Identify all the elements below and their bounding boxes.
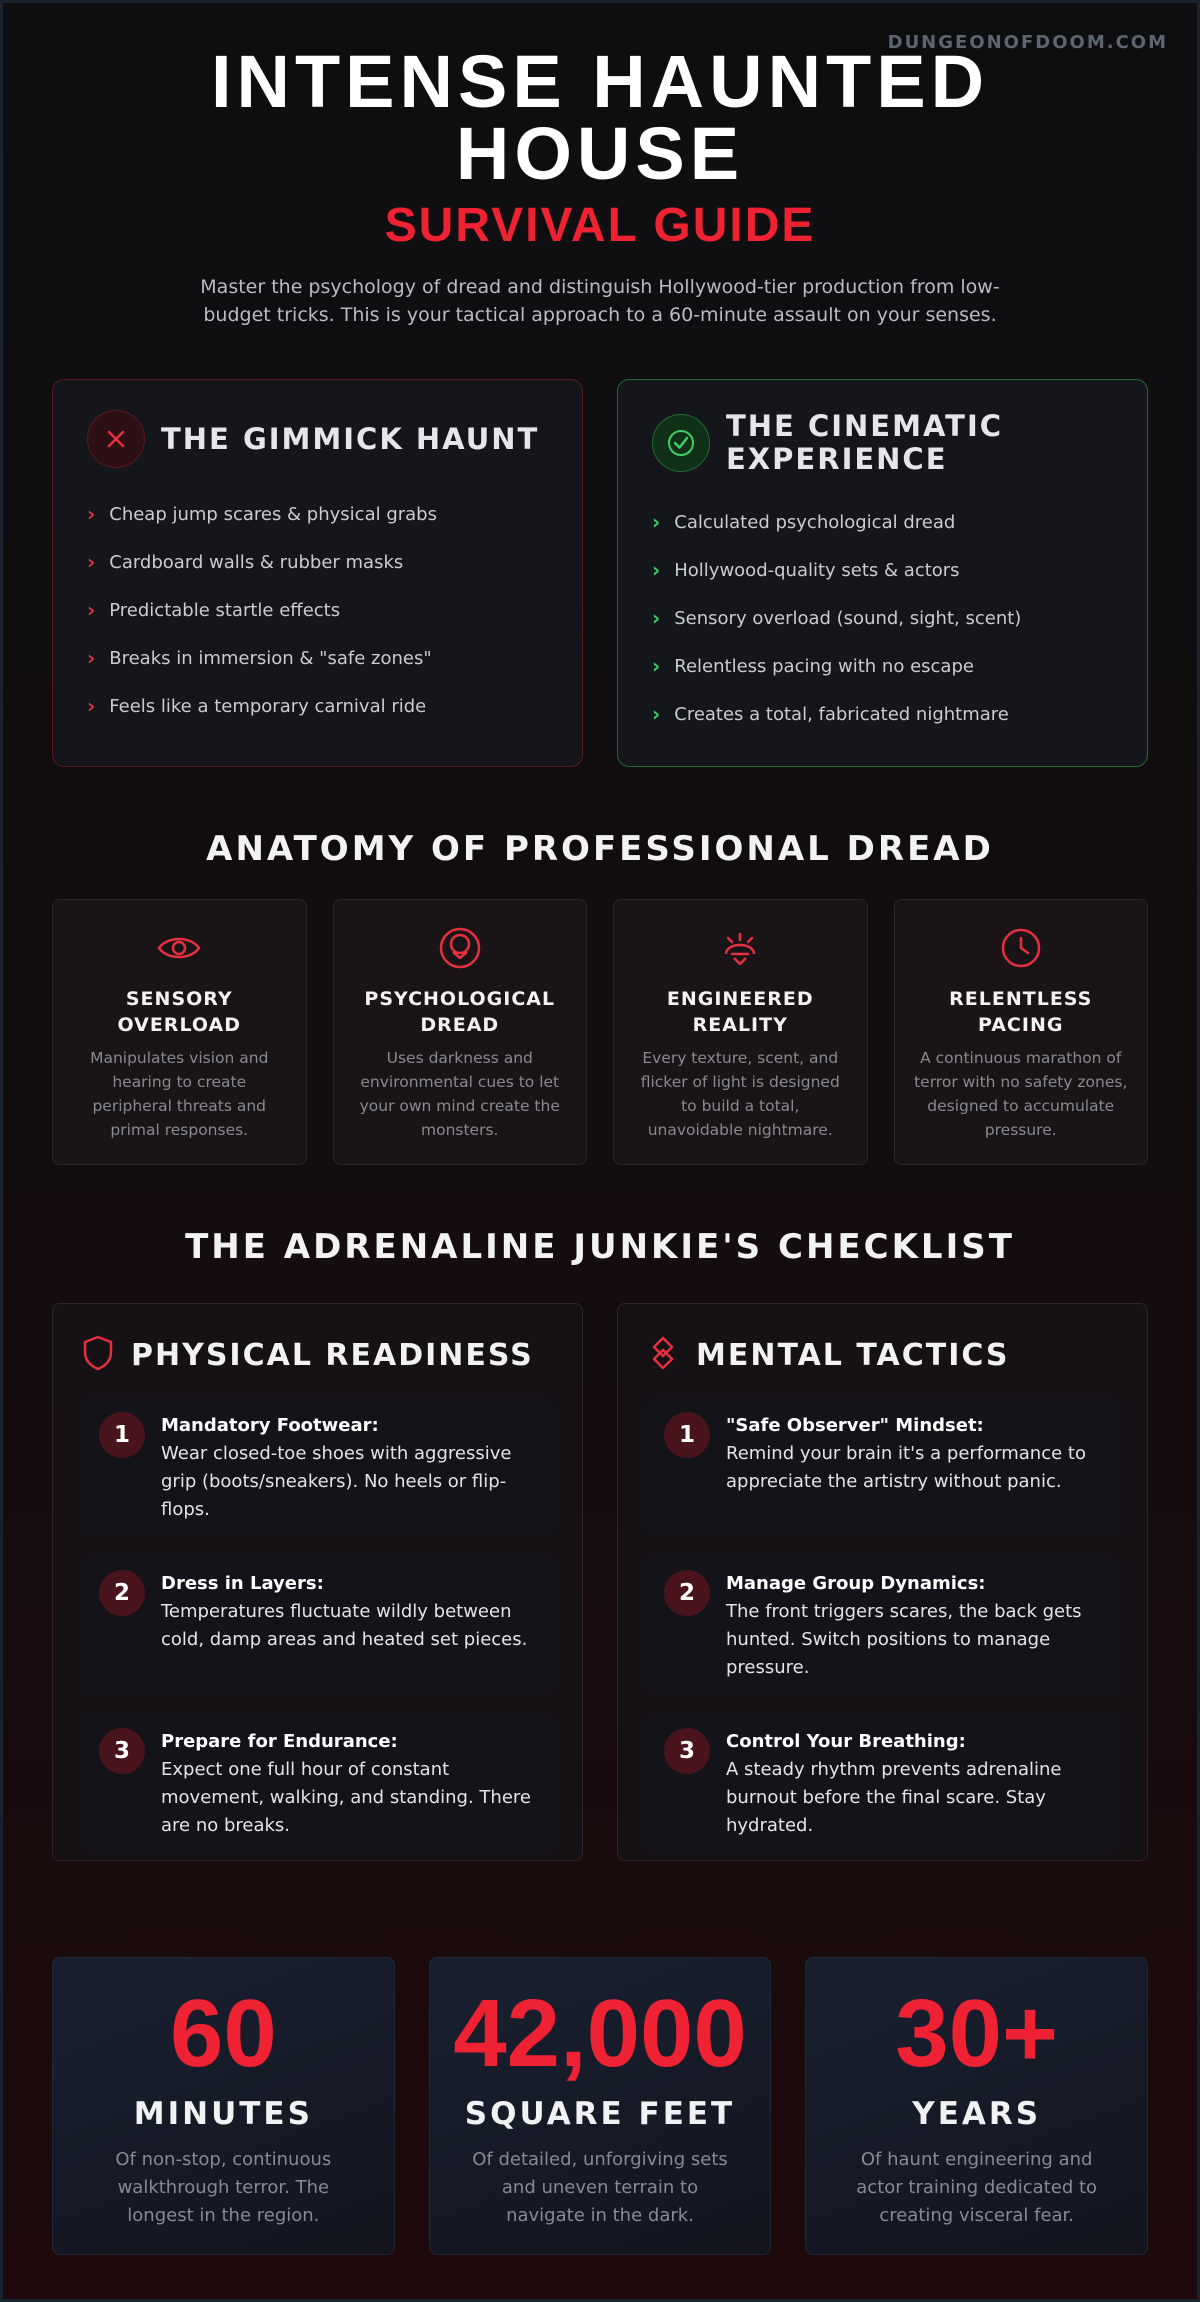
checklist-item-text: Remind your brain it's a performance to appreciate the artistry without panic.: [726, 1443, 1086, 1492]
anatomy-card-title: ENGINEERED REALITY: [666, 988, 814, 1036]
checklist-item: [81, 1714, 554, 1852]
anatomy-card-sensory: [52, 899, 307, 1165]
anatomy-card-psychological: [333, 899, 588, 1165]
checklist-item: [646, 1714, 1119, 1852]
anatomy-section: [0, 899, 1200, 1165]
page-title: INTENSE HAUNTED HOUSE: [210, 40, 990, 195]
stat-card-square-feet: [429, 1957, 772, 2255]
checklist-item-text: The front triggers scares, the back gets hunted. Switch positions to manage pressure.: [726, 1601, 1082, 1678]
anatomy-card-text: Uses darkness and environmental cues to let your own mind create the monsters.: [359, 1049, 560, 1139]
list-item: › Feels like a temporary carnival ride: [87, 694, 427, 718]
list-item: › Predictable startle effects: [87, 598, 341, 622]
checklist-item: [81, 1556, 554, 1694]
chevron-right-icon: ›: [87, 502, 96, 526]
checklist-item-heading: Mandatory Footwear:: [161, 1415, 379, 1436]
anatomy-card-text: Manipulates vision and hearing to create peripheral threats and primal responses.: [90, 1049, 269, 1139]
checklist-item-heading: Dress in Layers:: [161, 1573, 324, 1594]
stat-label: MINUTES: [133, 2096, 313, 2132]
comparison-section: [0, 379, 1200, 767]
checklist-item-text: Expect one full hour of constant movement, walking, and standing. There are no breaks.: [161, 1759, 531, 1836]
list-item: › Creates a total, fabricated nightmare: [652, 702, 1009, 726]
eye-icon: [71, 926, 288, 972]
checklist-item-text: A steady rhythm prevents adrenaline burnout before the final scare. Stay hydrated.: [726, 1759, 1062, 1836]
checklist-item-heading: "Safe Observer" Mindset:: [726, 1415, 984, 1436]
light-icon: [632, 926, 849, 972]
anatomy-card-engineered: [613, 899, 868, 1165]
x-icon: [87, 410, 145, 468]
anatomy-card-text: Every texture, scent, and flicker of light is designed to build a total, unavoidable nightmare.: [640, 1049, 840, 1139]
checklist-section: [0, 1303, 1200, 1861]
checklist-section-title: THE ADRENALINE JUNKIE'S CHECKLIST: [185, 1227, 1015, 1267]
check-circle-icon: [652, 414, 710, 472]
anatomy-card-text: A continuous marathon of terror with no safety zones, designed to accumulate pressure.: [914, 1049, 1128, 1139]
chevron-right-icon: ›: [652, 606, 661, 630]
gimmick-haunt-list: [87, 490, 548, 730]
list-item: › Calculated psychological dread: [652, 510, 956, 534]
stat-value: 42,000: [453, 1980, 747, 2087]
chevron-right-icon: ›: [87, 550, 96, 574]
brain-icon: [352, 926, 569, 972]
stat-card-years: [805, 1957, 1148, 2255]
stat-label: SQUARE FEET: [464, 2096, 736, 2132]
step-number: 3: [664, 1728, 710, 1774]
chevron-right-icon: ›: [652, 510, 661, 534]
chevron-right-icon: ›: [87, 598, 96, 622]
gimmick-haunt-title: THE GIMMICK HAUNT: [161, 421, 540, 456]
list-item: › Breaks in immersion & "safe zones": [87, 646, 432, 670]
list-item: › Hollywood-quality sets & actors: [652, 558, 960, 582]
chevron-right-icon: ›: [87, 694, 96, 718]
chevron-right-icon: ›: [652, 654, 661, 678]
checklist-item-heading: Control Your Breathing:: [726, 1731, 966, 1752]
mental-tactics-title: MENTAL TACTICS: [696, 1337, 1010, 1373]
physical-readiness-title: PHYSICAL READINESS: [131, 1337, 534, 1373]
checklist-item: [646, 1398, 1119, 1536]
intro-text: Master the psychology of dread and distinguish Hollywood-tier production from low-budget tricks. This is your tactical approach to a 60-minute assault on your senses.: [200, 276, 1000, 326]
stat-card-minutes: [52, 1957, 395, 2255]
anatomy-card-pacing: [894, 899, 1149, 1165]
checklist-item: [646, 1556, 1119, 1694]
list-item: › Sensory overload (sound, sight, scent): [652, 606, 1022, 630]
stat-value: 30+: [895, 1980, 1059, 2087]
step-number: 2: [99, 1570, 145, 1616]
step-number: 3: [99, 1728, 145, 1774]
step-number: 1: [664, 1412, 710, 1458]
list-item: › Cheap jump scares & physical grabs: [87, 502, 437, 526]
mind-icon: [646, 1334, 680, 1376]
mental-tactics-panel: [617, 1303, 1148, 1861]
stat-text: Of non-stop, continuous walkthrough terror. The longest in the region.: [115, 2149, 332, 2226]
anatomy-card-title: SENSORY OVERLOAD: [117, 988, 241, 1036]
shield-icon: [81, 1334, 115, 1376]
stat-text: Of detailed, unforgiving sets and uneven terrain to navigate in the dark.: [472, 2149, 728, 2226]
cinematic-experience-card: [617, 379, 1148, 767]
clock-icon: [913, 926, 1130, 972]
gimmick-haunt-card: [52, 379, 583, 767]
physical-readiness-panel: [52, 1303, 583, 1861]
list-item: › Relentless pacing with no escape: [652, 654, 974, 678]
checklist-item-heading: Prepare for Endurance:: [161, 1731, 398, 1752]
checklist-item: [81, 1398, 554, 1536]
checklist-item-text: Temperatures fluctuate wildly between cold, damp areas and heated set pieces.: [161, 1601, 528, 1650]
chevron-right-icon: ›: [652, 702, 661, 726]
anatomy-card-title: RELENTLESS PACING: [949, 988, 1093, 1036]
stat-text: Of haunt engineering and actor training dedicated to creating visceral fear.: [856, 2149, 1098, 2226]
chevron-right-icon: ›: [87, 646, 96, 670]
step-number: 1: [99, 1412, 145, 1458]
checklist-item-heading: Manage Group Dynamics:: [726, 1573, 986, 1594]
stat-value: 60: [169, 1980, 277, 2087]
checklist-item-text: Wear closed-toe shoes with aggressive grip (boots/sneakers). No heels or flip-flops.: [161, 1443, 512, 1520]
page-subtitle: SURVIVAL GUIDE: [384, 199, 816, 252]
stats-section: [0, 1957, 1200, 2255]
step-number: 2: [664, 1570, 710, 1616]
anatomy-section-title: ANATOMY OF PROFESSIONAL DREAD: [206, 829, 994, 869]
cinematic-experience-title: THE CINEMATIC EXPERIENCE: [726, 409, 1004, 476]
stat-label: YEARS: [912, 2096, 1042, 2132]
list-item: › Cardboard walls & rubber masks: [87, 550, 404, 574]
brand-watermark: DUNGEONOFDOOM.COM: [887, 32, 1168, 53]
anatomy-card-title: PSYCHOLOGICAL DREAD: [364, 988, 556, 1036]
cinematic-experience-list: [652, 498, 1113, 738]
chevron-right-icon: ›: [652, 558, 661, 582]
